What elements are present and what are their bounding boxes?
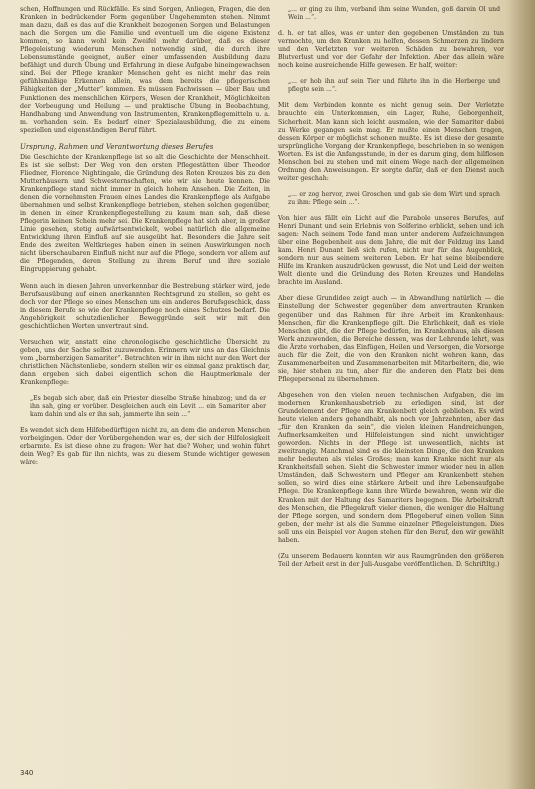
samaritan-quote-4: „... er zog hervor, zwei Groschen und gab sie dem Wirt und sprach zu ihm: Pflege sein ...“. — [288, 190, 500, 206]
right-text-column — [278, 6, 504, 764]
paragraph-4: Versuchen wir, anstatt eine chronologische geschichtliche Übersicht zu geben, uns der Sache selbst zuzuwenden. Erinnern wir uns an das Gleichnis vom „barmherzigen Samariter“. Betrachten wir in ihm nicht nur den Wert der christlichen Nächstenliebe, sondern stellen wir es einmal ganz praktisch dar, dann ergeben sich dabei eigentlich schon die Hauptmerkmale der Krankenpflege: — [20, 338, 270, 387]
samaritan-quote-2: „... er ging zu ihm, verband ihm seine Wunden, goß darein Öl und Wein ...“. — [288, 6, 500, 22]
right-paragraph-4: Aber diese Grundidee zeigt auch — in Abwandlung natürlich — die Einstellung der Schwester gegenüber dem anvertrauten Kranken gegenüber und das Rahmen für ihre Arbeit im Krankenhaus: Menschen, für die Krankenpflege gilt. Die Ehrlichkeit, daß es viele Menschen gibt, die der Pflege bedürfen, im Krankenhaus, als diesen Werk anzuwenden, die Bereiche dessen, was der Lehrende lehrt, was die Ärzte vorhaben, das Einfügen, Heilen und Versorgen, die Vorsorge auch für die Zeit, die von den Kranken nicht wehren kann, das Zusammenarbeiten und Zusammenarbeiten mit Mitarbeitern, die, wie sie, hier stehen zu tun, aber für die anderen den Platz bei dem Pflegepersonal zu übernehmen. — [278, 295, 504, 383]
left-text-column — [20, 6, 270, 764]
page-number: 340 — [20, 769, 34, 777]
samaritan-quote-1: „Es begab sich aber, daß ein Priester dieselbe Straße hinabzog; und da er ihn sah, ging er vorüber. Desgleichen auch ein Levit ... ein Samariter aber kam dahin und als er ihn sah, jammerte ihn sein ...“ — [30, 395, 266, 419]
intro-paragraph: schen, Hoffnungen und Rückfälle. Es sind Sorgen, Anliegen, Fragen, die den Kranken in bedrückender Form gegenüber Ungehemmten stehen. Nimmt man dazu, daß es das auf die Krankheit bezogenen Sorgen und Belastungen nach die Sorgen um die Familie und eventuell um die eigene Existenz kommen, so kann wohl kein Zweifel mehr darüber, daß es dieser Pflegeleistung wiederum Menschen notwendig sind, die durch ihre Lebensumstände geeignet, außer einer umfassenden Ausbildung dazu befähigt und durch Übung und Erfahrung in diese Aufgabe hineingewachsen sind. Bei der Pflege kranker Menschen geht es nicht mehr das rein gefühlsmäßige Erkennen allein, was dem bereits die pflegerischen Fähigkeiten der „Mutter“ kommen. Es müssen Fachwissen — über Bau und Funktionen des menschlichen Körpers, Wesen der Krankheit, Möglichkeiten der Vorbeugung und Heilung — und praktische Übung in Beobachtung, Handhabung und Anwendung von Instrumenten, Krankenpflegemitteln u. a. m. vorhanden sein. Es bedarf einer Spezialausbildung, die zu einem speziellen und eigenständigen Beruf führt. — [20, 6, 270, 134]
editorial-footnote: (Zu unserem Bedauern konnten wir aus Raumgründen den größeren Teil der Arbeit erst in der Juli-Ausgabe veröffentlichen. D. Schriftltg.) — [278, 552, 504, 568]
samaritan-quote-3: „... er hob ihn auf sein Tier und führte ihn in die Herberge und pflegte sein ...“. — [288, 78, 500, 94]
history-paragraph: Die Geschichte der Krankenpflege ist so alt die Geschichte der Menschheit. Es ist sie selbst: Der Weg von den ersten Pflegestätten über Theodor Fliedner, Florence Nightingale, die Gründung des Roten Kreuzes bis zu den Mutterhäusern und Schwesternschaften, wie wir sie heute kennen. Die Krankenpflege stand nicht immer in gleich hohem Ansehen. Die Zeiten, in denen die vornehmsten Frauen eines Landes die Krankenpflege als Aufgabe übernahmen und selbst Krankenpflege betrieben, stehen solchen gegenüber, in denen in einer Krankenpflegestellung zu kaum man sah, daß diese Pflegerin keinen Schein mehr sei. Die Krankenpflege hat sich aber, in großer Linie gesehen, stetig aufwärtsentwickelt, wobei natürlich die allgemeine Entwicklung ihren Einfluß auf sie ausgeübt hat. Besonders die Jahre seit Ende des zweiten Weltkrieges haben einen in seinen Auswirkungen noch nicht überschaubaren Einfluß nicht nur auf die Pflege, sondern vor allem auf die Pflegenden, deren Stellung zu ihrem Beruf und ihre soziale Eingruppierung gehabt. — [20, 153, 270, 274]
section-heading: Ursprung, Rahmen und Verantwortung dieses Berufes — [20, 142, 214, 151]
right-paragraph-1: d. h. er tat alles, was er unter den gegebenen Umständen zu tun vermochte, um den Kranken zu helfen, dessen Schmerzen zu lindern und den Verletzten vor weiteren Schäden zu bewahren, vor Blutverlust und vor der Gefahr der Infektion. Aber das allein wäre noch keine ausreichende Hilfe gewesen. Er half, weiter: — [278, 30, 504, 70]
page-binding-shadow — [505, 0, 535, 789]
right-paragraph-2: Mit dem Verbinden konnte es nicht genug sein. Der Verletzte brauchte ein Unterkommen, ein Lager, Ruhe, Geborgenheit, Sicherheit. Man kann sich leicht ausmalen, wie der Samariter dabei zu Werke gegangen sein mag. Er mußte einen Menschen tragen, dessen Körper er möglichst schonen mußte. Es ist diese der gesamte ursprüngliche Vorgang der Krankenpflege, beschrieben in so wenigen Worten. Es ist die Anfangsstunde, in der es darum ging, dem hilflosen Menschen bei zu stehen und mit einem Wege nach der allgemeinen Ordnung den Anweisungen. Er sorgte dafür, daß er den Dienst auch weiter geschah: — [278, 102, 504, 182]
right-paragraph-3: Von hier aus fällt ein Licht auf die Parabole unseres Berufes, auf Henri Dunant und sein Erlebnis von Solferino erblickt, sehen und ich sagen: Nach seinem Tode fand man unter anderem Aufzeichnungen über eine Begebenheit aus dem Jahre, die mit der Feldzug ins Land kam. Henri Dunant ließ sich rufen, nicht nur für das Augenblick, sondern nur aus seinem weiteren Leben. Er hat seine bleibendere Hilfe im Kranken auszudrücken gewusst, die Not und Leid der weiten Welt diente und die Gründung des Roten Kreuzes und Handelns brachte im Ausland. — [278, 214, 504, 287]
paragraph-5: Es wendet sich dem Hilfebedürftigen nicht zu, an dem die anderen Menschen vorbeigingen. Oder der Vorübergehenden war es, der sich der Hilfelosigkeit erbarmte. Es ist diese ohne zu fragen: Wer hat die? Woher, und wohin führt dein Weg? Es gab für ihn nichts, was zu diesem Stunde wichtiger gewesen wäre: — [20, 427, 270, 467]
right-paragraph-5: Abgesehen von den vielen neuen technischen Aufgaben, die im modernen Krankenhausbetrieb zu erledigen sind, ist der Grundelement der Pflege am Krankenbett gleich geblieben. Es wird heute vielen anders gehandhabt, als noch vor Jahrzehnten, aber das „für den Kranken da sein“, die vielen kleinen Handreichungen, Aufmerksamkeiten und Hilfeleistungen sind nicht unwichtiger geworden. Nichts in der Pflege ist unwesentlich, nichts ist zweitrangig. Manchmal sind es die kleinsten Dinge, die den Kranken mehr bedeuten als vieles Großes; man kann Kranke nicht nur als Krankheitsfall sehen. Sieht die Schwester immer wieder neu in allen Umständen, daß Schwestern und Pfleger am Krankenbett stehen sollen, so wird dies eine stärkere Arbeit und ihre Lebensaufgabe Pflege. Die Krankenpflege kann ihre Würde bewahren, wenn wir die Kranken mit der Haltung des Samariters begegnen. Die Arbeitskraft des Menschen, die Pflegekraft vieler dienen, die weniger die Haltung der Pflege sorgen, und sondern dem Pflegeberuf einen vollen Sinn geben, der mehr ist als die Summe einzelner Pflegeleistungen. Dies soll uns ein Beispiel vor Augen stehen für den Beruf, den wir gewählt haben. — [278, 391, 504, 544]
paragraph-3: Wenn auch in diesen Jahren unverkennbar die Bestrebung stärker wird, jede Berufsausübung auf einen anerkannten Rechtsgrund zu stellen, so geht es doch vor der Pflege so eines Menschen um ein anderes Berufsgeschick, dass in diesem Berufe so wie der Krankenpflege noch eines Schutzes bedarf. Die Angehörigkeit schutzdienlicher Beweggründe seit wir mit den geschichtlichen Werten unvertraut sind. — [20, 282, 270, 330]
